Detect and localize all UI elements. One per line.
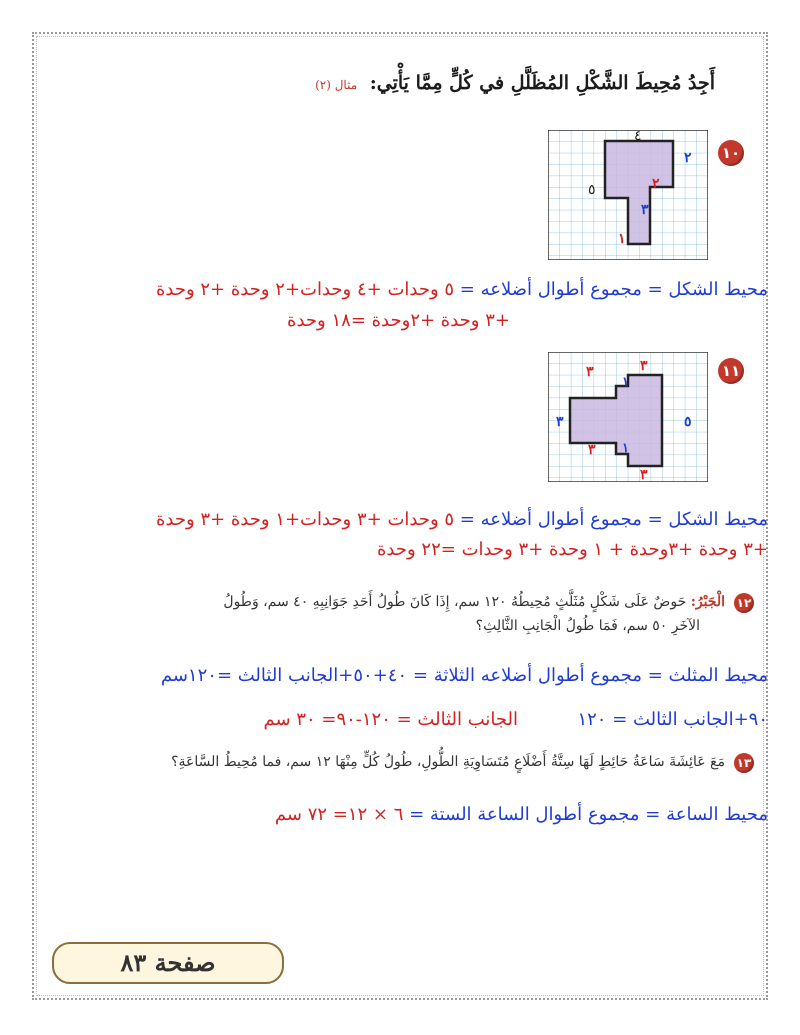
heading-text: أَجِدُ مُحِيطَ الشَّكْلِ المُظَلَّلِ في كُلٍّ مِمَّا يَأْتِي: xyxy=(369,72,715,94)
label-q11-top-right: ٣ xyxy=(640,358,648,374)
answer-q10-red: ٥ وحدات +٤ وحدات+٢ وحدة +٢ وحدة xyxy=(155,279,455,300)
question-number-10: ١٠ xyxy=(718,140,744,166)
label-q10-step-v: ٣ xyxy=(641,202,649,218)
label-q11-notch-bottom: ١ xyxy=(622,441,629,456)
question-12-text1: حَوضٌ عَلَى شَكْلٍ مُثَلَّثٍ مُحِيطُهُ ١٢٠ سم، إِذَا كَانَ طُولُ أَحَدِ جَوَانِبِهِ ٤٠ سم، وَطُولُ xyxy=(223,594,687,610)
label-q10-right: ٢ xyxy=(684,150,692,166)
answer-q10-line2: +٣ وحدة +٢وحدة =١٨ وحدة xyxy=(287,310,510,331)
answer-q12-red: الجانب الثالث = ١٢٠-٩٠= ٣٠ سم xyxy=(263,709,518,730)
answer-q12-blue: ٩٠+الجانب الثالث = ١٢٠ xyxy=(577,709,768,730)
page-number: صفحة ٨٣ xyxy=(52,942,284,984)
label-q10-step-h: ٢ xyxy=(652,176,660,192)
figure-q10 xyxy=(548,130,708,260)
question-12-line2: الآخَرِ ٥٠ سم، فَمَا طُولُ الْجَانِبِ الثَّالِثِ؟ xyxy=(475,618,700,634)
label-q10-left: ٥ xyxy=(588,182,596,198)
question-13-text: مَعَ عَائِشَةَ سَاعَةُ حَائِطٍ لَهَا سِتَّةُ أَضْلَاعٍ مُتَسَاوِيَةِ الطُّولِ، طُولُ كُلٍّ مِنْهَا ١٢ سم، فما مُحِيطُ السَّاعَةِ؟ xyxy=(171,754,725,770)
label-q11-top-left: ٣ xyxy=(586,364,594,380)
answer-q10-blue: محيط الشكل = مجموع أطوال أضلاعه = xyxy=(454,279,768,300)
label-q11-bottom-left: ٣ xyxy=(588,442,596,458)
answer-q13 xyxy=(275,803,768,827)
answer-q10-line1 xyxy=(156,278,768,302)
question-number-12: ١٢ xyxy=(734,593,754,613)
label-q11-bottom-right: ٣ xyxy=(640,467,648,482)
answer-q13-red: ٦ × ١٢= ٧٢ سم xyxy=(274,804,404,825)
label-q11-left: ٣ xyxy=(556,414,564,430)
question-number-13: ١٣ xyxy=(734,753,754,773)
figure-q11 xyxy=(548,352,708,482)
exercise-heading xyxy=(315,72,715,94)
question-12-line1 xyxy=(223,591,725,613)
question-12-label: الْجَبْرُ: xyxy=(690,594,725,610)
answer-q11-line1 xyxy=(156,508,768,532)
answer-q12-line1: محيط المثلث = مجموع أطوال أضلاعه الثلاثة = ٤٠+٥٠+الجانب الثالث =١٢٠سم xyxy=(160,665,768,686)
answer-q11-blue: محيط الشكل = مجموع أطوال أضلاعه = xyxy=(454,509,768,530)
label-q10-bottom: ١ xyxy=(618,231,626,247)
label-q11-right: ٥ xyxy=(684,414,692,430)
answer-q11-line2: +٣ وحدة +٣وحدة + ١ وحدة +٣ وحدات =٢٢ وحدة xyxy=(377,539,768,560)
label-q11-notch-top: ١ xyxy=(622,375,629,390)
answer-q13-blue: محيط الساعة = مجموع أطوال الساعة الستة = xyxy=(403,804,768,825)
example-reference: مثال (٢) xyxy=(315,78,358,92)
answer-q11-red: ٥ وحدات +٣ وحدات+١ وحدة +٣ وحدة xyxy=(155,509,455,530)
question-number-11: ١١ xyxy=(718,358,744,384)
answer-q12-line2 xyxy=(264,708,769,732)
label-q10-top: ٤ xyxy=(634,130,642,144)
